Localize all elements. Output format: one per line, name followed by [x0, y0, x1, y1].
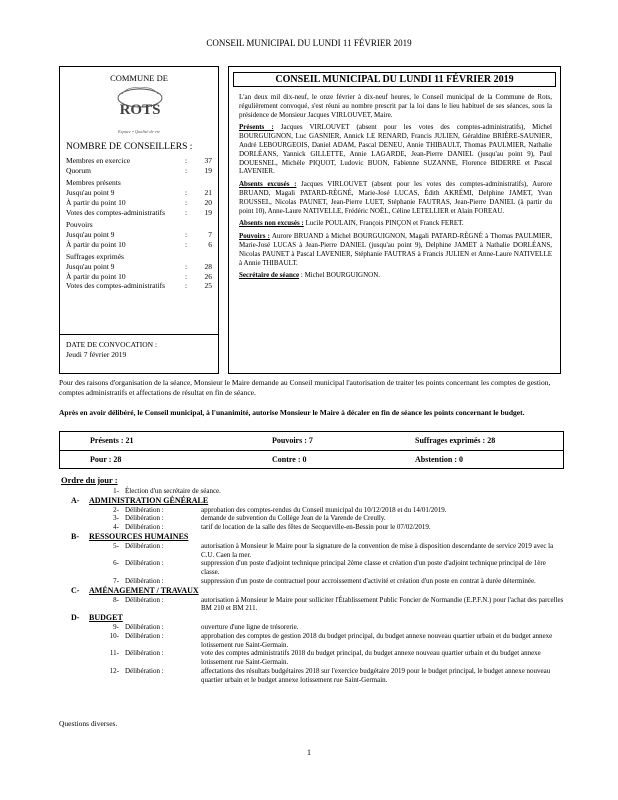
group-title: Membres présents: [66, 178, 121, 188]
group-title: Suffrages exprimés: [66, 252, 124, 262]
agenda-item: 9- Délibération : ouverture d'une ligne de trésorerie.: [113, 622, 299, 631]
secretaire-paragraph: Secrétaire de séance : Michel BOURGUIGNON.: [239, 271, 381, 280]
votes-table: [59, 431, 564, 469]
stat-row: Quorum : 19: [66, 165, 212, 175]
meeting-details: [239, 93, 552, 284]
votes-row-attendance: [60, 432, 563, 451]
agenda-item: 12- Délibération : affectations des résultats budgétaires 2018 sur l'exercice budgétaire 2019 pour le budget principal, le budget annexe nouveau quartier urbain et le budget annexe lotissement rue Saint-Germain.: [109, 666, 551, 684]
questions-diverses: Questions diverses.: [59, 719, 118, 728]
group-title: Pouvoirs: [66, 220, 93, 230]
commune-label: COMMUNE DE: [110, 73, 168, 83]
rots-logo: [108, 84, 172, 128]
convocation-title: DATE DE CONVOCATION :: [66, 340, 158, 349]
commune-info-box: [59, 66, 219, 374]
stat-row: Jusqu'au point 9 : 28: [66, 262, 212, 272]
agenda-item: 7- Délibération : suppression d'un poste de contractuel pour accroissement d'activité et création d'un poste en contrat à durée déterminée.: [113, 576, 536, 585]
stat-row: Membres en exercice : 37: [66, 156, 212, 165]
agenda-section-b: B- RESSOURCES HUMAINES: [71, 531, 189, 541]
agenda-title: Ordre du jour :: [61, 475, 118, 485]
agenda-item: 6- Délibération : suppression d'un poste d'adjoint technique principal 2ème classe et création d'un poste d'adjoint technique principal de 1ère classe.: [113, 559, 546, 577]
group-pouvoirs: [66, 220, 212, 249]
running-header: CONSEIL MUNICIPAL DU LUNDI 11 FÉVRIER 2019: [206, 38, 412, 48]
agenda-item: 5- Délibération : autorisation à Monsieur le Maire pour la signature de la convention de mise à disposition descendante de service 2019 avec la C.U. Caen la mer.: [113, 541, 554, 559]
stat-row: Votes des comptes-administratifs : 25: [66, 281, 212, 291]
agenda-item: 1- Élection d'un secrétaire de séance.: [113, 487, 221, 495]
agenda-item: 4- Délibération : tarif de location de la salle des fêtes de Secqueville-en-Bessin pour le 07/02/2019.: [113, 523, 431, 532]
decision-paragraph: Après en avoir délibéré, le Conseil municipal, à l'unanimité, autorise Monsieur le Maire à décaler en fin de séance les points concernant le budget.: [59, 408, 525, 417]
agenda-item: 10- Délibération : approbation des comptes de gestion 2018 du budget principal, du budget annexe nouveau quartier urbain et du budget annexe lotissement rue Saint-Germain.: [109, 631, 553, 649]
votes-presents: Présents : 21: [90, 436, 134, 445]
svg-text:ROTS: ROTS: [119, 102, 161, 118]
votes-abstention: Abstention : 0: [415, 455, 464, 464]
intro-paragraph: Pour des raisons d'organisation de la séance, Monsieur le Maire demande au Conseil municipal l'autorisation de traiter les points concernant les comptes de gestion, comptes administratifs et affectations de résultat en fin de séance.: [59, 378, 551, 397]
stat-row: À partir du point 10 : 6: [66, 239, 212, 249]
presents-paragraph: Présents : Jacques VIRLOUVET (absent pour les votes des comptes-administratifs), Michel BOURGUIGNON, Luc GASNIER, Annick LE RENARD, Francis JULIEN, Géraldine BRIÈRE-SAUNIER, André LEBOURGEOIS, Daniel ADAM, Pascal DENEU, Annie THIBAULT, Thomas PAULMIER, Nathalie DORLÉANS, Yannick GILLETTE, Annie LAGARDE, Jean-Pierre DANIEL (jusqu'au point 9), Paul DOUESNEL, Michèle PIQUOT, Ludovic BUON, Fabienne SUZANNE, Florence BIDERRE et Pascal LAVENIER.: [239, 123, 552, 176]
stat-row: À partir du point 10 : 20: [66, 197, 212, 207]
counsellors-title: NOMBRE DE CONSEILLERS :: [66, 142, 193, 152]
group-presents: [66, 178, 212, 217]
stat-row: Votes des comptes-administratifs : 19: [66, 207, 212, 217]
pouvoirs-paragraph: Pouvoirs : Aurore BRUAND à Michel BOURGUIGNON, Magali PATARD-RÈGNÉ à Thomas PAULMIER, Marie-José LUCAS à Jean-Pierre DANIEL (jusqu'au point 9), Delphine JAMET à Nathalie DORLÉANS, Nicolas PAUNET à Pascal LAVENIER, Stéphanie FAUTRAS à Francis JULIEN et Anne-Laure NATIVELLE à Annie THIBAULT.: [239, 232, 552, 267]
stat-row: Jusqu'au point 9 : 7: [66, 229, 212, 239]
votes-contre: Contre : 0: [272, 455, 307, 464]
agenda-section-a: A- ADMINISTRATION GÉNÉRALE: [71, 495, 209, 505]
convocation-date: Jeudi 7 février 2019: [66, 350, 127, 359]
excuses-paragraph: Absents excusés : Jacques VIRLOUVET (absent pour les votes des comptes-administratifs), Aurore BRUAND, Magali PATARD-RÈGNÉ, Marie-José LUCAS, Édith AKRÉMI, Delphine JAMET, Yvan ROUSSEL, Nicolas PAUNET, Jean-Pierre LUET, Stéphanie FAUTRAS, Jean-Pierre DANIEL (à partir du point 10), Anne-Laure NATIVELLE, Frédéric NOËL, Céline LETELLIER et Alain FOREAU.: [239, 180, 552, 215]
agenda-section-c: C- AMÉNAGEMENT / TRAVAUX: [71, 585, 199, 595]
votes-row-result: [60, 451, 563, 469]
agenda-item: 8- Délibération : autorisation à Monsieur le Maire pour solliciter l'Établissement Public Foncier de Normandie (E.P.F.N.) pour l'achat des parcelles BM 210 et BM 211.: [113, 595, 564, 613]
logo-tagline: Espace • Qualité de vie: [117, 129, 161, 134]
agenda-item: 11- Délibération : vote des comptes administratifs 2018 du budget principal, du budget annexe nouveau quartier urbain et du budget annexe lotissement rue Saint-Germain.: [109, 649, 541, 667]
non-excuses-paragraph: Absents non excusés : Lucile POULAIN, François PINÇON et Franck FERET.: [239, 219, 464, 228]
group-suffrages: [66, 252, 212, 291]
page-number: 1: [307, 748, 311, 757]
convocation-section: [60, 334, 218, 373]
stat-row: À partir du point 10 : 26: [66, 271, 212, 281]
agenda-item: 2- Délibération : approbation des comptes-rendus du Conseil municipal du 10/12/2018 et du 14/01/2019.: [113, 505, 447, 514]
agenda-section-d: D- BUDGET: [71, 613, 123, 623]
agenda-list: [61, 487, 564, 685]
meeting-details-box: [228, 66, 561, 374]
votes-pour: Pour : 28: [90, 455, 122, 464]
votes-pouvoirs: Pouvoirs : 7: [272, 436, 313, 445]
meeting-title: CONSEIL MUNICIPAL DU LUNDI 11 FÉVRIER 2019: [233, 72, 556, 87]
counsellors-stats: [66, 156, 212, 291]
stat-row: Jusqu'au point 9 : 21: [66, 188, 212, 198]
agenda-item: 3- Délibération : demande de subvention du Collège Jean de la Varende de Creully.: [113, 514, 386, 523]
meeting-intro: L'an deux mil dix-neuf, le onze février à dix-neuf heures, le Conseil municipal de la Commune de Rots, régulièrement convoqué, s'est réuni au nombre prescrit par la loi dans le lieu habituel de ses séances, sous la présidence de Monsieur Jacques VIRLOUVET, Maire.: [239, 93, 552, 119]
votes-suffrages: Suffrages exprimés : 28: [415, 436, 496, 445]
